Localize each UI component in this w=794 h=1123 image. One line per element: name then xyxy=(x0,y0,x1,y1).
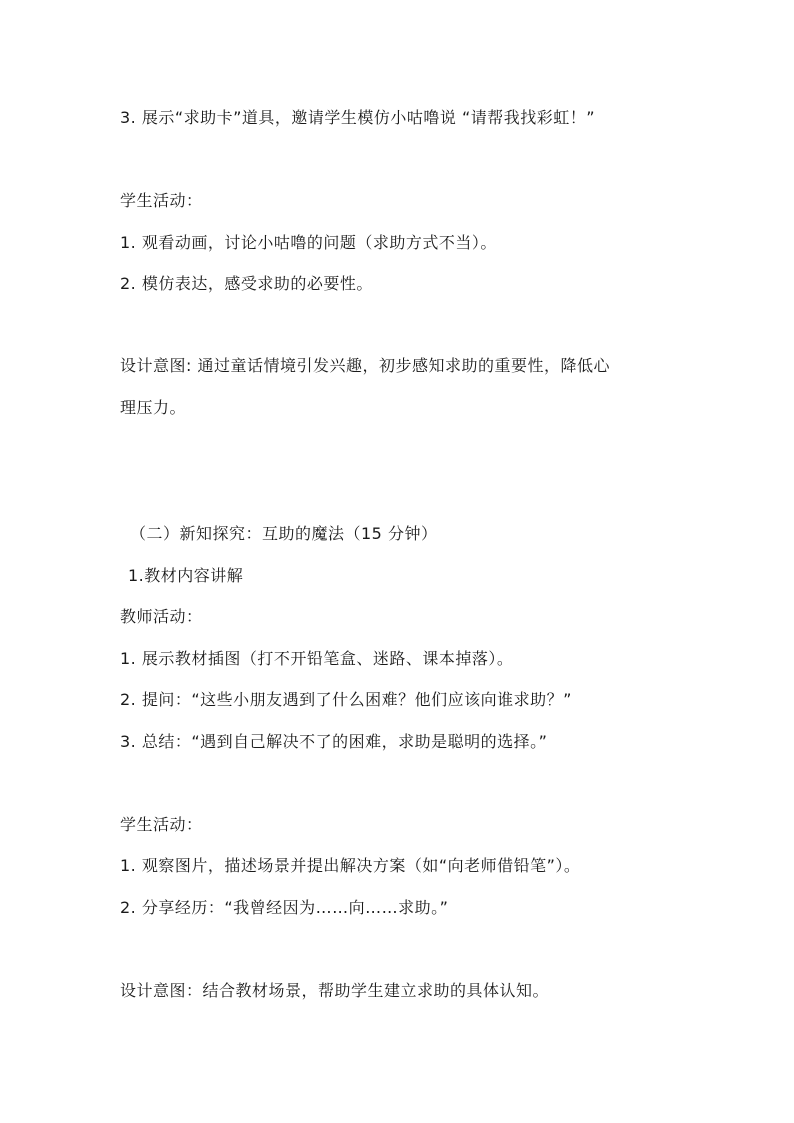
student-activity-item-2: 2. 模仿表达，感受求助的必要性。 xyxy=(120,274,373,293)
student-activity-item-2b: 2. 分享经历：“我曾经因为……向……求助。” xyxy=(120,898,449,917)
teacher-activity-item-3: 3. 展示“求助卡”道具，邀请学生模仿小咕噜说 “请帮我找彩虹！” xyxy=(120,108,596,127)
teacher-activity-item-3b: 3. 总结：“遇到自己解决不了的困难，求助是聪明的选择。” xyxy=(120,732,548,751)
design-intent-paragraph-2: 设计意图：结合教材场景，帮助学生建立求助的具体认知。 xyxy=(120,981,550,1000)
design-intent-paragraph-cont: 理压力。 xyxy=(120,398,187,417)
teacher-activity-item-2: 2. 提问：“这些小朋友遇到了什么困难？他们应该向谁求助？” xyxy=(120,690,572,709)
teacher-activity-heading: 教师活动： xyxy=(120,607,203,626)
student-activity-heading-2: 学生活动： xyxy=(120,815,203,834)
design-intent-paragraph: 设计意图: 通过童话情境引发兴趣，初步感知求助的重要性，降低心 xyxy=(120,356,610,375)
section-heading: （二）新知探究：互助的魔法（15 分钟） xyxy=(130,524,438,543)
student-activity-item-1b: 1. 观察图片，描述场景并提出解决方案（如“向老师借铅笔”）。 xyxy=(120,856,581,875)
teacher-activity-item-1: 1. 展示教材插图（打不开铅笔盒、迷路、课本掉落）。 xyxy=(120,649,514,668)
student-activity-item-1: 1. 观看动画，讨论小咕噜的问题（求助方式不当）。 xyxy=(120,233,497,252)
subsection-heading: 1.教材内容讲解 xyxy=(128,566,244,585)
student-activity-heading: 学生活动： xyxy=(120,191,203,210)
